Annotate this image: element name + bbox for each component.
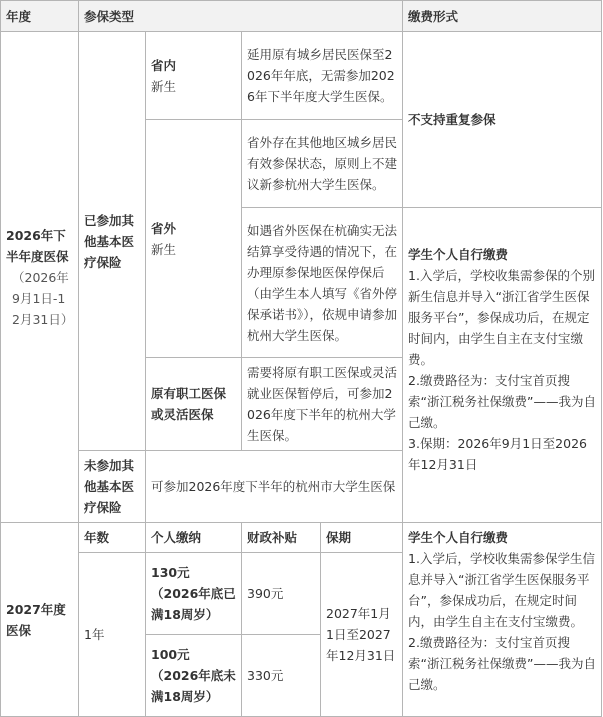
worker-insurance-label: 原有职工医保或灵活医保 [146,358,242,451]
payment-2026-line-2: 2.缴费路径为：支付宝首页搜索“浙江税务社保缴费”——我为自己缴。 [408,373,596,430]
in-province-desc: 延用原有城乡居民医保至2026年年底，无需参加2026年下半年度大学生医保。 [242,32,403,120]
out-province-new: 新生 [151,241,177,257]
tier-2-subsidy: 330元 [242,635,321,717]
year-2026-dates: （2026年9月1日-12月31日） [12,269,74,327]
enrolled-basic-label: 已参加其他基本医疗保险 [79,32,146,451]
payment-2026-cell [403,208,602,523]
worker-insurance-desc: 需要将原有职工医保或灵活就业医保暂停后，可参加2026年度下半年的杭州大学生医保。 [242,358,403,451]
tier-1-cell [146,553,242,635]
tier-1-note: （2026年底已满18周岁） [151,586,236,622]
not-enrolled-desc: 可参加2026年度下半年的杭州市大学生医保 [146,451,403,523]
col-period: 保期 [321,523,403,553]
period-value: 2027年1月1日至2027年12月31日 [321,553,403,717]
year-2026-title: 2026年下半年度医保 [6,227,69,264]
payment-2026-line-3: 3.保期：2026年9月1日至2026年12月31日 [408,436,587,472]
payment-2027-title: 学生个人自行缴费 [408,530,509,545]
header-insurance-type: 参保类型 [79,1,403,32]
tier-2-cell [146,635,242,717]
not-enrolled-label: 未参加其他基本医疗保险 [79,451,146,523]
no-duplicate-text: 不支持重复参保 [403,32,602,208]
tier-1-subsidy: 390元 [242,553,321,635]
row-2026-in-province [1,32,602,120]
col-personal: 个人缴纳 [146,523,242,553]
in-province-new: 新生 [151,78,177,94]
payment-2026-title: 学生个人自行缴费 [408,247,509,262]
tier-1-amount: 130元 [151,565,190,580]
out-province-cell [146,120,242,358]
payment-2027-line-2: 2.缴费路径为：支付宝首页搜索“浙江税务社保缴费”——我为自己缴。 [408,635,596,692]
out-province-label: 省外 [151,220,177,236]
in-province-label: 省内 [151,57,177,73]
year-2026-cell [1,32,79,523]
years-value: 1年 [79,553,146,717]
row-2027-header [1,523,602,553]
header-row [1,1,602,32]
col-years: 年数 [79,523,146,553]
year-2027-title: 2027年度医保 [1,523,79,717]
payment-2027-line-1: 1.入学后，学校收集需参保学生信息并导入“浙江省学生医保服务平台”，参保成功后，在规定时间内，由学生自主在支付宝缴费。 [408,551,595,629]
in-province-cell [146,32,242,120]
header-payment: 缴费形式 [403,1,602,32]
payment-2027-cell [403,523,602,717]
out-province-desc-2: 如遇省外医保在杭确实无法结算享受待遇的情况下，在办理原参保地医保停保后（由学生本人填写《省外停保承诺书》），依规申请参加杭州大学生医保。 [242,208,403,358]
tier-2-note: （2026年底未满18周岁） [151,668,236,704]
header-year: 年度 [1,1,79,32]
out-province-desc-1: 省外存在其他地区城乡居民有效参保状态，原则上不建议新参杭州大学生医保。 [242,120,403,208]
tier-2-amount: 100元 [151,647,190,662]
payment-2026-line-1: 1.入学后，学校收集需参保的个别新生信息并导入“浙江省学生医保服务平台”，参保成功后，在规定时间内，由学生自主在支付宝缴费。 [408,268,595,367]
col-subsidy: 财政补贴 [242,523,321,553]
